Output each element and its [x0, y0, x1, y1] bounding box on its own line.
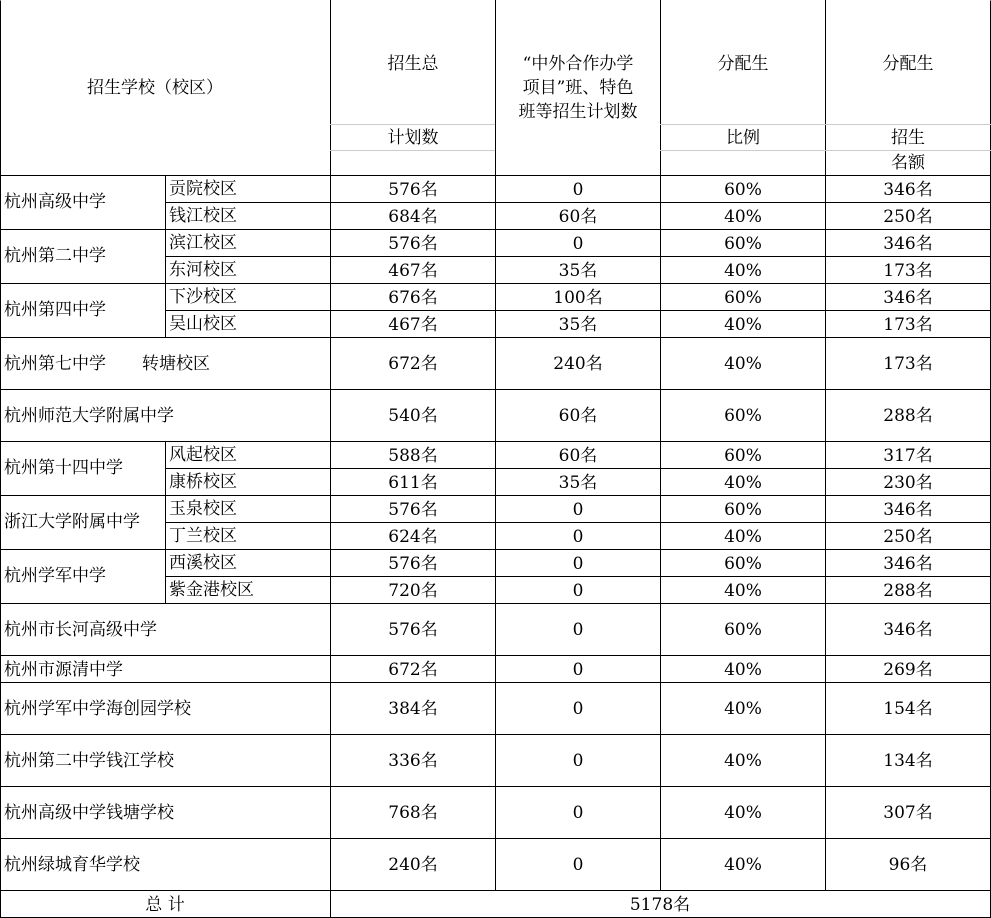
ratio-value: 60%: [724, 287, 762, 308]
ratio-value: 40%: [724, 659, 762, 680]
ratio-value: 40%: [724, 803, 762, 823]
school-name: 杭州高级中学钱塘学校: [4, 803, 174, 823]
school-name: 杭州学军中学: [4, 566, 106, 586]
plan-count: 467名: [388, 260, 438, 281]
header-school: 招生学校（校区）: [87, 78, 223, 98]
ratio-value: 40%: [724, 206, 762, 227]
ratio-value: 40%: [724, 260, 762, 281]
school-name: 浙江大学附属中学: [4, 512, 140, 532]
campus-name: 风起校区: [169, 444, 237, 465]
header-quota-3: 名额: [891, 153, 925, 173]
quota-value: 269名: [883, 659, 933, 680]
header-ratio-2: 比例: [726, 128, 760, 148]
header-ratio-1: 分配生: [717, 54, 769, 74]
ratio-value: 60%: [724, 233, 762, 254]
intl-count: 60名: [558, 445, 598, 466]
quota-value: 346名: [883, 179, 933, 200]
quota-value: 173名: [883, 260, 933, 281]
plan-count: 672名: [388, 659, 438, 680]
plan-count: 672名: [388, 354, 438, 374]
plan-count: 336名: [388, 751, 438, 771]
plan-count: 384名: [388, 699, 438, 719]
header-intl-1: “中外合作办学: [522, 54, 634, 74]
quota-value: 173名: [883, 314, 933, 335]
ratio-value: 40%: [724, 855, 762, 875]
ratio-value: 40%: [724, 354, 762, 374]
footer-label: 总 计: [145, 895, 185, 915]
school-name: 杭州第二中学钱江学校: [4, 751, 174, 771]
intl-count: 35名: [558, 472, 598, 493]
quota-value: 346名: [883, 620, 933, 640]
school-name: 杭州师范大学附属中学: [4, 406, 174, 426]
quota-value: 346名: [883, 287, 933, 308]
plan-count: 576名: [388, 620, 438, 640]
quota-value: 250名: [883, 526, 933, 547]
quota-value: 288名: [883, 406, 933, 426]
school-name: 杭州市长河高级中学: [4, 620, 157, 640]
ratio-value: 60%: [724, 499, 762, 520]
intl-count: 0: [572, 526, 584, 547]
school-name: 杭州学军中学海创园学校: [4, 699, 191, 719]
plan-count: 576名: [388, 179, 438, 200]
ratio-value: 60%: [724, 179, 762, 200]
plan-count: 624名: [388, 526, 438, 547]
plan-count: 684名: [388, 206, 438, 227]
quota-value: 346名: [883, 499, 933, 520]
ratio-value: 40%: [724, 751, 762, 771]
quota-value: 288名: [883, 580, 933, 601]
plan-count: 768名: [388, 803, 438, 823]
plan-count: 540名: [388, 406, 438, 426]
intl-count: 0: [572, 751, 584, 771]
ratio-value: 40%: [724, 580, 762, 601]
campus-name: 紫金港校区: [169, 579, 254, 600]
footer-total: 5178名: [629, 895, 691, 915]
school-name: 杭州高级中学: [4, 192, 106, 212]
header-quota-1: 分配生: [882, 54, 934, 74]
quota-value: 154名: [883, 699, 933, 719]
campus-name: 贡院校区: [169, 178, 237, 199]
intl-count: 0: [572, 803, 584, 823]
intl-count: 0: [572, 620, 584, 640]
campus-name: 吴山校区: [169, 313, 237, 334]
ratio-value: 60%: [724, 445, 762, 466]
intl-count: 0: [572, 580, 584, 601]
plan-count: 588名: [388, 445, 438, 466]
quota-value: 307名: [883, 803, 933, 823]
intl-count: 35名: [558, 260, 598, 281]
ratio-value: 40%: [724, 699, 762, 719]
plan-count: 576名: [388, 499, 438, 520]
intl-count: 0: [572, 659, 584, 680]
header-quota-2: 招生: [891, 128, 925, 148]
intl-count: 60名: [558, 406, 598, 426]
school-name: 杭州第二中学: [4, 246, 106, 266]
intl-count: 35名: [558, 314, 598, 335]
campus-name: 东河校区: [169, 259, 237, 280]
plan-count: 240名: [388, 855, 438, 875]
plan-count: 576名: [388, 553, 438, 574]
campus-name: 玉泉校区: [169, 498, 237, 519]
intl-count: 0: [572, 553, 584, 574]
plan-count: 611名: [388, 472, 438, 493]
plan-count: 676名: [388, 287, 438, 308]
plan-count: 467名: [388, 314, 438, 335]
intl-count: 60名: [558, 206, 598, 227]
intl-count: 100名: [553, 287, 603, 308]
header-intl-2: 项目”班、特色: [522, 78, 634, 98]
campus-name: 丁兰校区: [169, 525, 237, 546]
quota-value: 96名: [888, 855, 928, 875]
quota-value: 346名: [883, 233, 933, 254]
header-intl-3: 班等招生计划数: [518, 102, 638, 122]
plan-count: 720名: [388, 580, 438, 601]
campus-name: 西溪校区: [169, 552, 237, 573]
plan-count: 576名: [388, 233, 438, 254]
intl-count: 0: [572, 233, 584, 254]
campus-name: 滨江校区: [169, 232, 237, 253]
ratio-value: 40%: [724, 526, 762, 547]
school-name: 杭州绿城育华学校: [4, 855, 140, 875]
intl-count: 0: [572, 855, 584, 875]
ratio-value: 60%: [724, 406, 762, 426]
quota-value: 173名: [883, 354, 933, 374]
intl-count: 0: [572, 179, 584, 200]
quota-value: 250名: [883, 206, 933, 227]
quota-value: 317名: [883, 445, 933, 466]
campus-name: 康桥校区: [169, 471, 237, 492]
campus-name: 转塘校区: [142, 354, 210, 374]
header-total-plan-2: 计划数: [387, 128, 439, 148]
ratio-value: 60%: [724, 553, 762, 574]
ratio-value: 60%: [724, 620, 762, 640]
quota-value: 134名: [883, 751, 933, 771]
quota-value: 346名: [883, 553, 933, 574]
quota-value: 230名: [883, 472, 933, 493]
school-name: 杭州第七中学: [4, 354, 106, 374]
campus-name: 下沙校区: [169, 286, 237, 307]
ratio-value: 40%: [724, 314, 762, 335]
school-name: 杭州市源清中学: [4, 659, 123, 680]
school-name: 杭州第四中学: [4, 300, 106, 320]
header-total-plan-1: 招生总: [387, 54, 439, 74]
intl-count: 0: [572, 499, 584, 520]
campus-name: 钱江校区: [169, 205, 237, 226]
intl-count: 0: [572, 699, 584, 719]
ratio-value: 40%: [724, 472, 762, 493]
school-name: 杭州第十四中学: [4, 458, 123, 478]
intl-count: 240名: [553, 354, 603, 374]
